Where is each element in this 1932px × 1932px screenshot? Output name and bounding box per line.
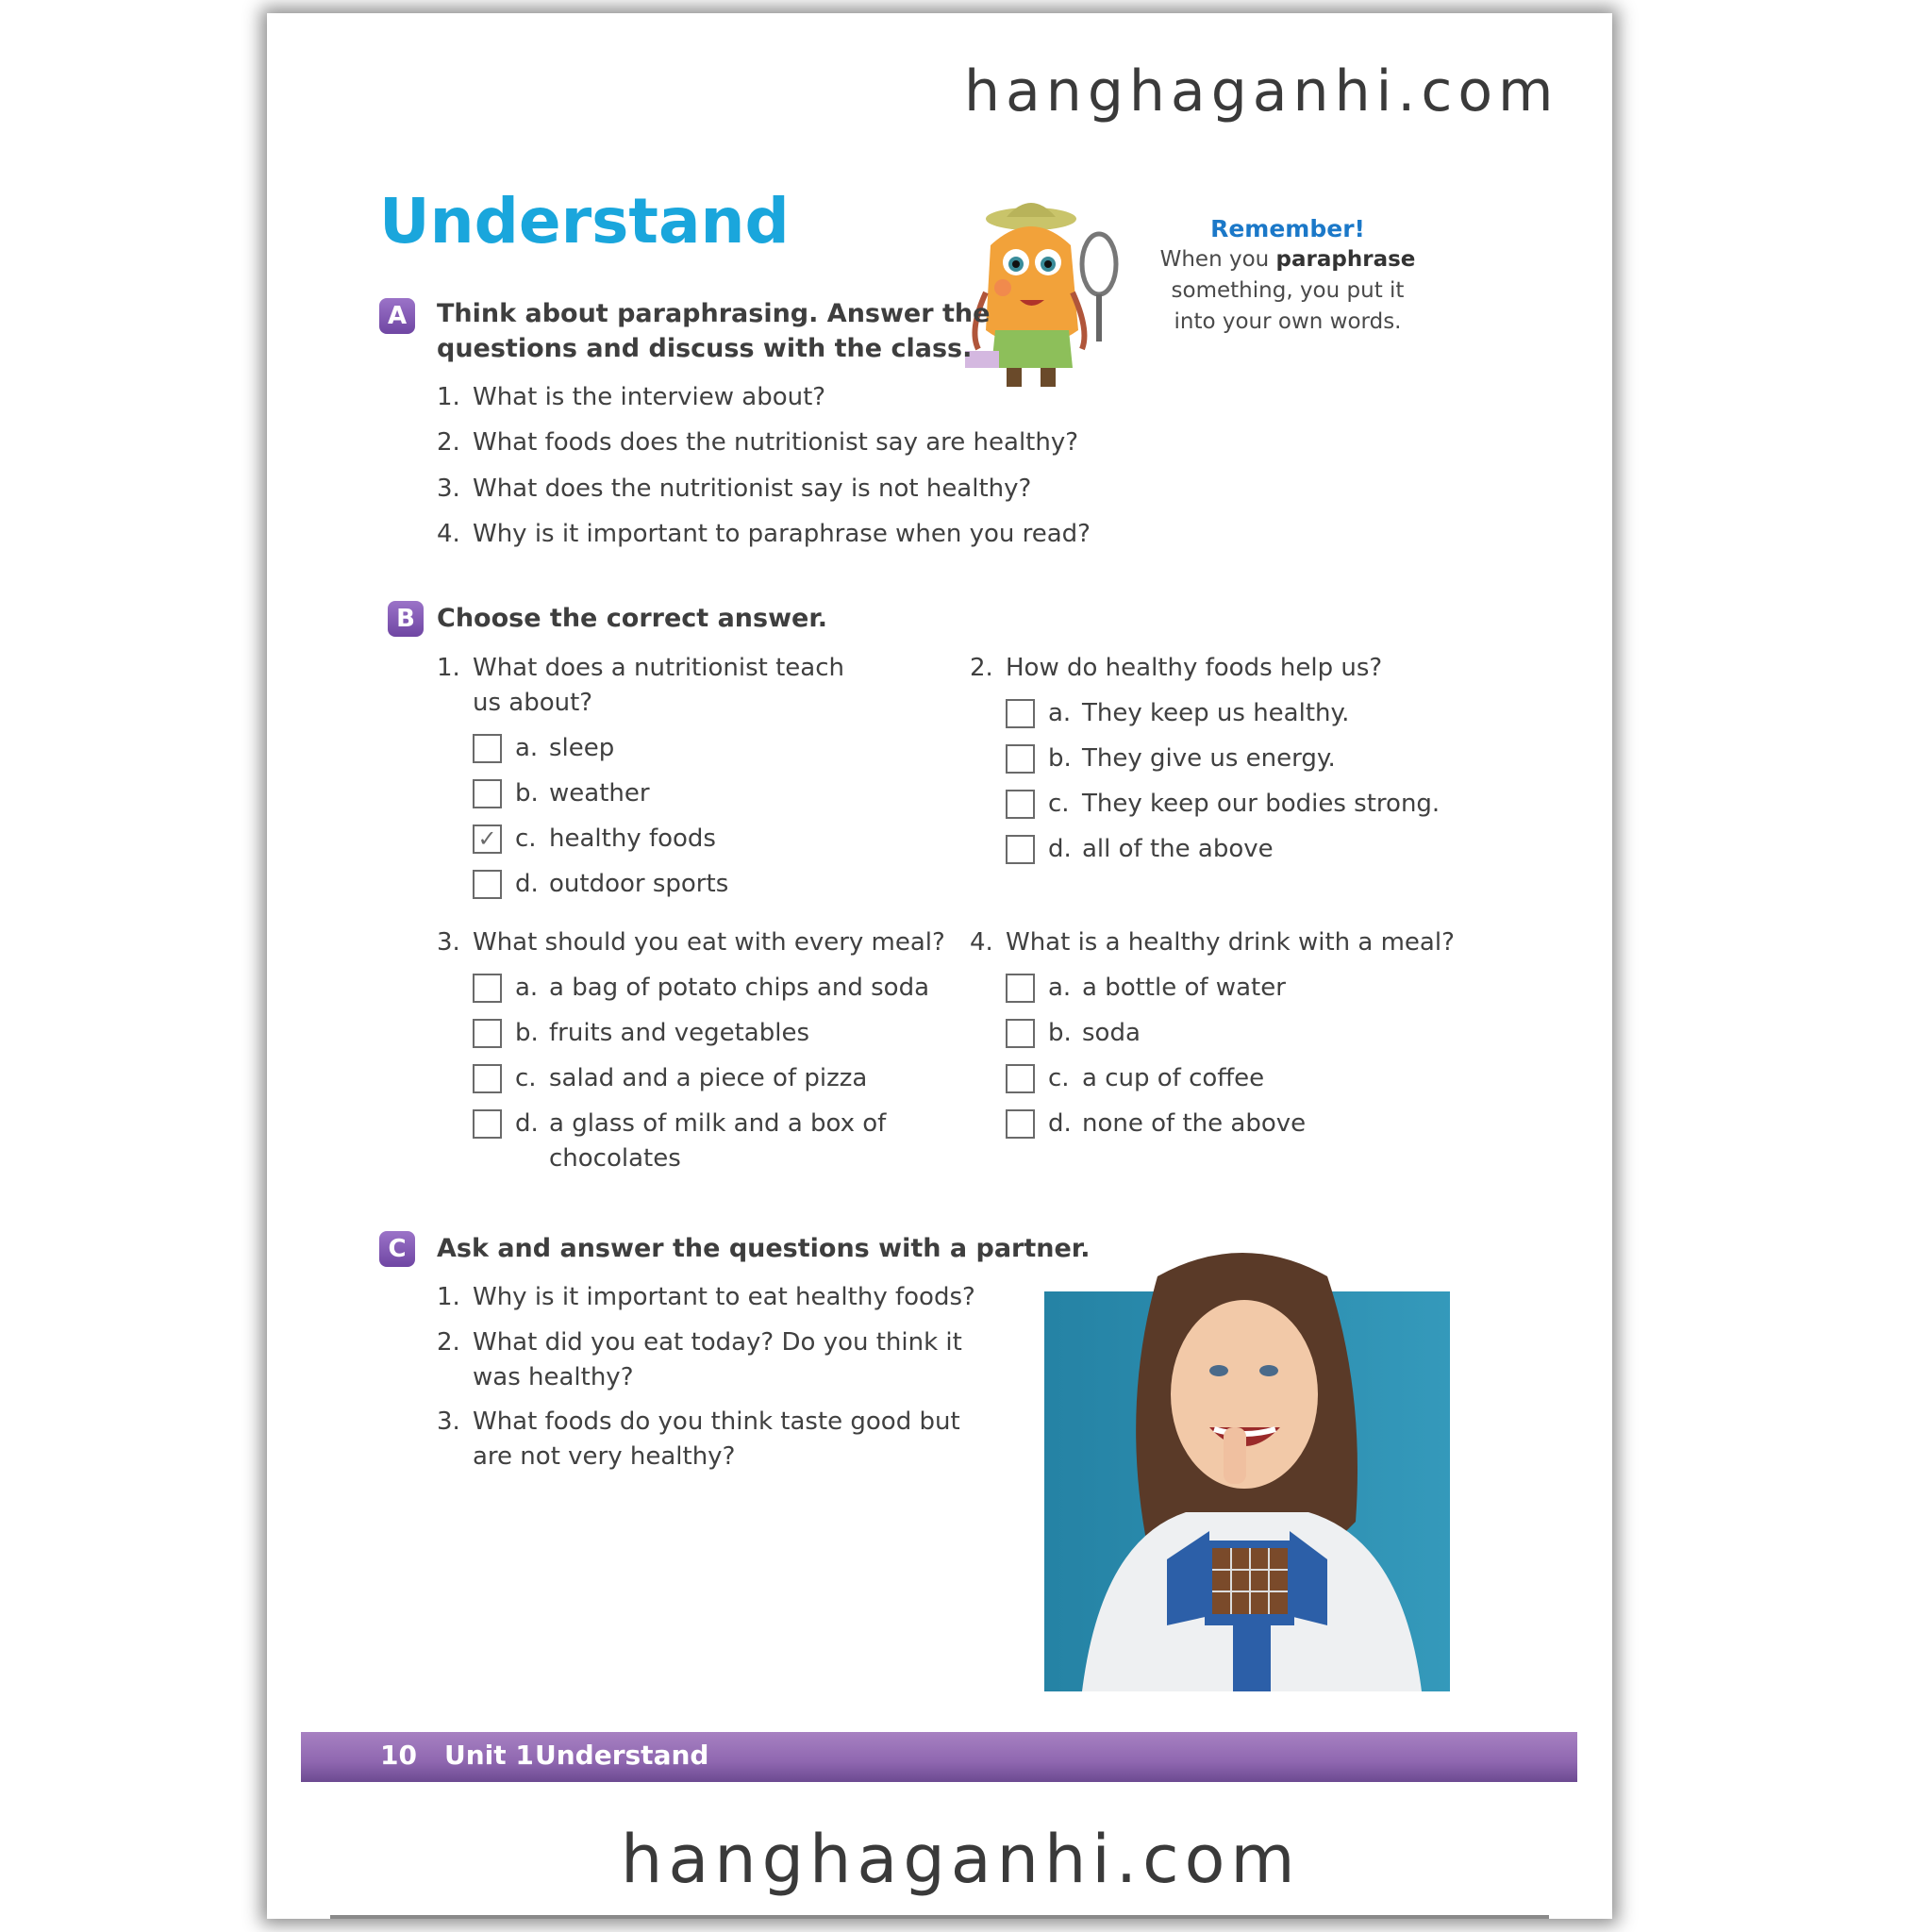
remember-line-3: into your own words. bbox=[1174, 309, 1402, 334]
checkbox[interactable] bbox=[1006, 699, 1035, 728]
section-a-question: 3. What does the nutritionist say is not healthy? bbox=[437, 475, 1032, 503]
answer-option[interactable]: a. sleep bbox=[473, 731, 614, 766]
section-a-badge: A bbox=[379, 298, 415, 334]
checkbox[interactable] bbox=[473, 1109, 502, 1139]
section-a-question: 4. Why is it important to paraphrase when you read? bbox=[437, 520, 1091, 548]
checkmark-icon: ✓ bbox=[477, 825, 497, 852]
watermark-top: hanghaganhi.com bbox=[964, 58, 1559, 125]
watermark-bottom: hanghaganhi.com bbox=[621, 1821, 1301, 1898]
remember-heading: Remember! bbox=[1210, 215, 1365, 242]
answer-option-checked[interactable]: ✓ c. healthy foods bbox=[473, 822, 716, 857]
answer-option[interactable]: b. weather bbox=[473, 776, 650, 811]
answer-option[interactable]: b. soda bbox=[1006, 1016, 1141, 1051]
answer-option[interactable]: d. none of the above bbox=[1006, 1107, 1306, 1141]
checkbox[interactable] bbox=[473, 870, 502, 899]
section-c-question: 3. What foods do you think taste good but are not very healthy? bbox=[437, 1407, 960, 1471]
section-a-question: 1. What is the interview about? bbox=[437, 383, 826, 411]
answer-option[interactable]: a. They keep us healthy. bbox=[1006, 696, 1349, 731]
section-a-question: 2. What foods does the nutritionist say are healthy? bbox=[437, 428, 1079, 457]
footer-unit: Unit 1 bbox=[444, 1740, 534, 1771]
page-footer-bar bbox=[301, 1732, 1577, 1782]
footer-section: Understand bbox=[535, 1740, 709, 1771]
section-c-instruction: Ask and answer the questions with a partner. bbox=[437, 1234, 1091, 1263]
checkbox[interactable] bbox=[1006, 974, 1035, 1003]
answer-option[interactable]: d. a glass of milk and a box of chocolates bbox=[473, 1107, 886, 1176]
checkbox[interactable] bbox=[473, 1064, 502, 1093]
section-c-badge: C bbox=[379, 1231, 415, 1267]
answer-option[interactable]: d. outdoor sports bbox=[473, 867, 728, 902]
checkbox[interactable] bbox=[1006, 790, 1035, 819]
checkbox[interactable] bbox=[1006, 1064, 1035, 1093]
checkbox[interactable] bbox=[1006, 835, 1035, 864]
answer-option[interactable]: b. They give us energy. bbox=[1006, 741, 1336, 776]
section-b-question-2: 2. How do healthy foods help us? bbox=[970, 654, 1383, 682]
answer-option[interactable]: a. a bottle of water bbox=[1006, 971, 1286, 1006]
section-b-question-3: 3. What should you eat with every meal? bbox=[437, 928, 945, 957]
section-b-instruction: Choose the correct answer. bbox=[437, 604, 828, 633]
checkbox-checked[interactable] bbox=[473, 824, 502, 854]
checkbox[interactable] bbox=[473, 1019, 502, 1048]
section-a-instruction: Think about paraphrasing. Answer the questions and discuss with the class. bbox=[437, 299, 991, 363]
remember-line-2: something, you put it bbox=[1171, 278, 1405, 303]
page-title: Understand bbox=[379, 185, 790, 258]
page-number: 10 bbox=[380, 1740, 417, 1771]
checkbox[interactable] bbox=[1006, 1109, 1035, 1139]
checkbox[interactable] bbox=[1006, 744, 1035, 774]
section-c-question: 1. Why is it important to eat healthy foods? bbox=[437, 1283, 975, 1311]
answer-option[interactable]: a. a bag of potato chips and soda bbox=[473, 971, 929, 1006]
answer-option[interactable]: d. all of the above bbox=[1006, 832, 1274, 867]
section-b-question-1: 1. What does a nutritionist teach us about? bbox=[437, 654, 844, 717]
checkbox[interactable] bbox=[473, 779, 502, 808]
answer-option[interactable]: c. They keep our bodies strong. bbox=[1006, 787, 1440, 822]
section-b-question-4: 4. What is a healthy drink with a meal? bbox=[970, 928, 1455, 957]
checkbox[interactable] bbox=[473, 734, 502, 763]
answer-option[interactable]: c. a cup of coffee bbox=[1006, 1061, 1264, 1096]
woman-eating-chocolate-photo bbox=[1044, 1239, 1450, 1691]
answer-option[interactable]: c. salad and a piece of pizza bbox=[473, 1061, 867, 1096]
checkbox[interactable] bbox=[473, 974, 502, 1003]
answer-option[interactable]: b. fruits and vegetables bbox=[473, 1016, 809, 1051]
remember-line-1: When you paraphrase bbox=[1159, 247, 1416, 272]
checkbox[interactable] bbox=[1006, 1019, 1035, 1048]
remember-tip-box bbox=[1156, 213, 1420, 338]
page-edge bbox=[330, 1915, 1549, 1919]
section-c-question: 2. What did you eat today? Do you think it was healthy? bbox=[437, 1328, 962, 1391]
section-b-badge: B bbox=[388, 601, 424, 637]
